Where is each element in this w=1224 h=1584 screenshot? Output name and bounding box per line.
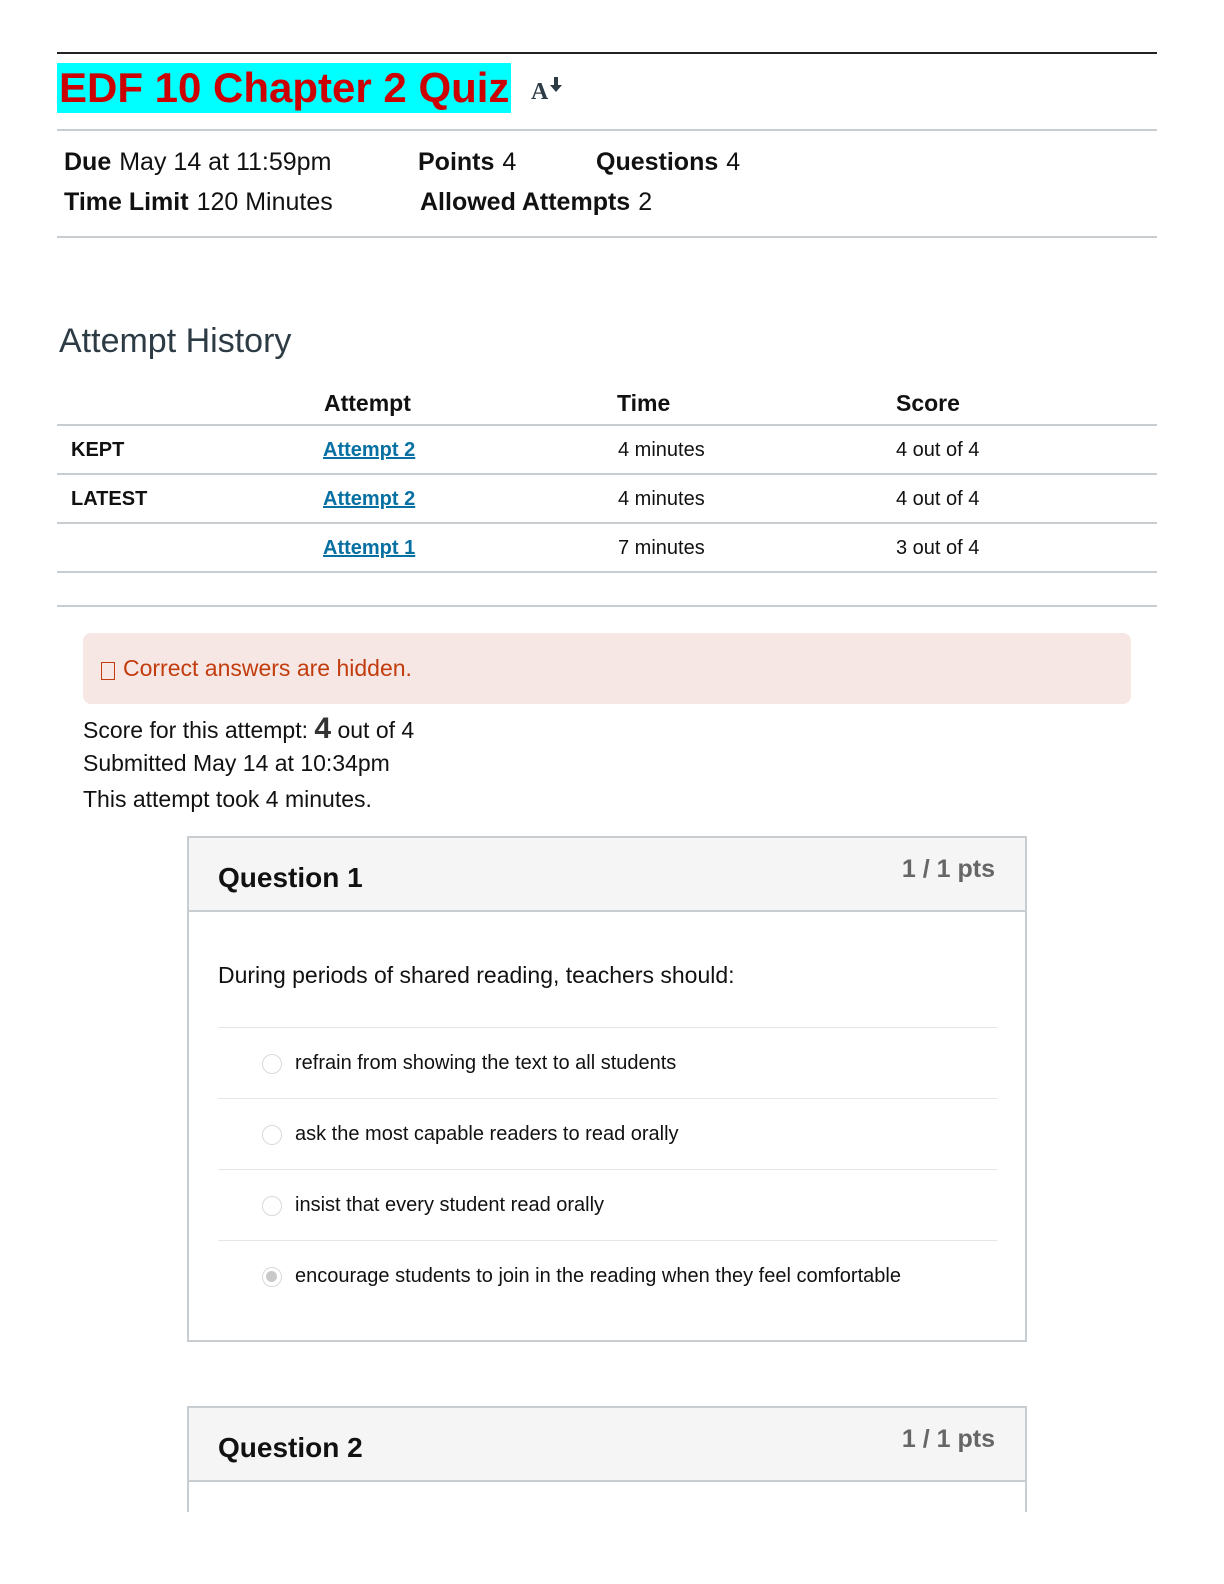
time-limit bbox=[64, 188, 333, 217]
score-prefix: Score for this attempt: bbox=[83, 717, 315, 743]
answer-option[interactable] bbox=[218, 1240, 997, 1311]
points-label: Points bbox=[418, 148, 495, 176]
question-header bbox=[189, 838, 1025, 912]
questions-count bbox=[596, 148, 740, 177]
allowed-attempts bbox=[420, 188, 652, 217]
column-header-score: Score bbox=[896, 390, 960, 416]
attempt-status: LATEST bbox=[71, 488, 148, 510]
attempt-history-table bbox=[57, 382, 1157, 573]
time-limit-label: Time Limit bbox=[64, 188, 189, 216]
radio-button[interactable] bbox=[262, 1196, 282, 1216]
radio-button[interactable] bbox=[262, 1125, 282, 1145]
divider bbox=[57, 236, 1157, 238]
allowed-attempts-label: Allowed Attempts bbox=[420, 188, 631, 216]
questions-value: 4 bbox=[726, 148, 741, 176]
due-label: Due bbox=[64, 148, 112, 176]
alert-text: Correct answers are hidden. bbox=[123, 655, 412, 681]
radio-button-selected[interactable] bbox=[262, 1267, 282, 1287]
submitted-text: Submitted May 14 at 10:34pm bbox=[83, 750, 390, 776]
question-header bbox=[189, 1408, 1025, 1482]
answer-label: refrain from showing the text to all students bbox=[295, 1052, 677, 1074]
page-bottom-margin bbox=[0, 1512, 1224, 1584]
attempt-history-heading: Attempt History bbox=[59, 322, 292, 360]
points-value: 4 bbox=[502, 148, 517, 176]
questions-label: Questions bbox=[596, 148, 719, 176]
due-value: May 14 at 11:59pm bbox=[119, 148, 332, 176]
question-points: 1 / 1 pts bbox=[901, 855, 995, 883]
top-divider bbox=[57, 52, 1157, 54]
question-card bbox=[187, 836, 1027, 1342]
attempt-time: 4 minutes bbox=[618, 439, 705, 461]
question-points: 1 / 1 pts bbox=[901, 1425, 995, 1453]
table-row bbox=[57, 426, 1157, 475]
answer-option[interactable] bbox=[218, 1098, 997, 1169]
attempt-link[interactable]: Attempt 1 bbox=[323, 537, 416, 559]
score-value: 4 bbox=[314, 712, 332, 745]
score-suffix: out of 4 bbox=[331, 717, 415, 743]
attempt-status: KEPT bbox=[71, 439, 125, 461]
svg-text:A: A bbox=[531, 79, 549, 103]
attempt-score: 3 out of 4 bbox=[896, 537, 980, 559]
points bbox=[418, 148, 516, 177]
table-row bbox=[57, 475, 1157, 524]
answer-option[interactable] bbox=[218, 1027, 997, 1098]
allowed-attempts-value: 2 bbox=[638, 188, 653, 216]
column-header-attempt: Attempt bbox=[324, 390, 411, 416]
quiz-header bbox=[57, 62, 565, 114]
page-title: EDF 10 Chapter 2 Quiz bbox=[59, 64, 510, 111]
radio-button[interactable] bbox=[262, 1054, 282, 1074]
table-header-row bbox=[57, 382, 1157, 426]
answer-label: insist that every student read orally bbox=[295, 1194, 605, 1216]
time-limit-value: 120 Minutes bbox=[196, 188, 333, 216]
due-date bbox=[64, 148, 331, 177]
hidden-answers-alert bbox=[83, 633, 1131, 704]
question-text: During periods of shared reading, teachers should: bbox=[218, 962, 735, 988]
info-icon bbox=[101, 662, 115, 680]
divider bbox=[57, 129, 1157, 131]
attempt-score: 4 out of 4 bbox=[896, 439, 980, 461]
divider bbox=[57, 605, 1157, 607]
question-title: Question 2 bbox=[218, 1432, 363, 1463]
table-row bbox=[57, 524, 1157, 573]
answer-label: ask the most capable readers to read orally bbox=[295, 1123, 679, 1145]
attempt-score: 4 out of 4 bbox=[896, 488, 980, 510]
attempt-time: 7 minutes bbox=[618, 537, 705, 559]
answer-label: encourage students to join in the reading when they feel comfortable bbox=[295, 1265, 901, 1287]
attempt-score-summary bbox=[83, 712, 414, 746]
font-size-download-icon[interactable] bbox=[531, 73, 565, 103]
column-header-time: Time bbox=[617, 390, 671, 416]
duration-text: This attempt took 4 minutes. bbox=[83, 786, 372, 812]
answer-option[interactable] bbox=[218, 1169, 997, 1240]
question-title: Question 1 bbox=[218, 862, 363, 893]
attempt-link[interactable]: Attempt 2 bbox=[323, 488, 416, 510]
attempt-time: 4 minutes bbox=[618, 488, 705, 510]
attempt-link[interactable]: Attempt 2 bbox=[323, 439, 416, 461]
answer-list bbox=[218, 1027, 997, 1311]
